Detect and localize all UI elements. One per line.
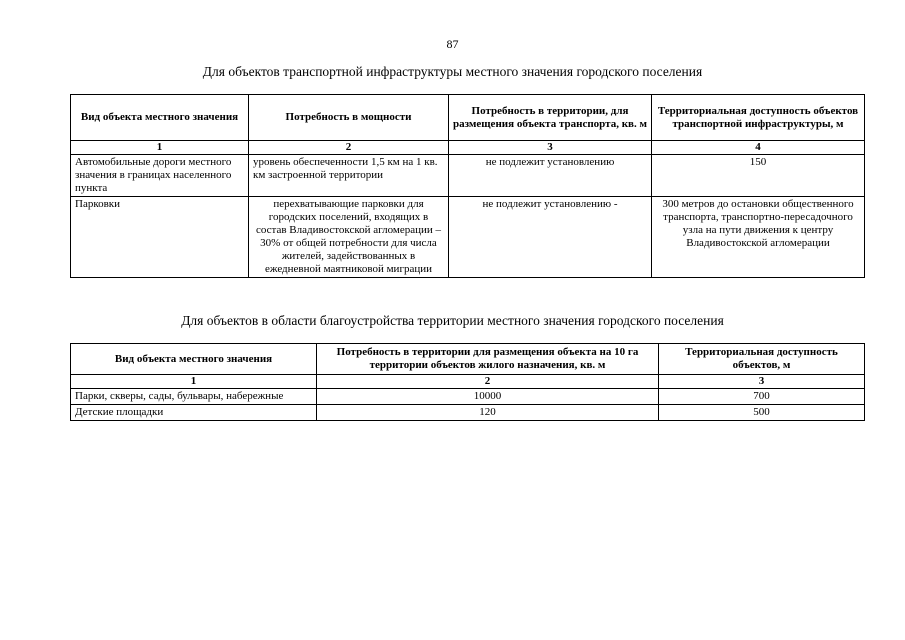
table-cell: 500 xyxy=(659,405,865,421)
table-row xyxy=(71,197,865,278)
column-number-row xyxy=(71,141,865,155)
table-header-row xyxy=(71,95,865,141)
column-number: 3 xyxy=(449,141,652,155)
table-cell: Детские площадки xyxy=(71,405,317,421)
table-row xyxy=(71,389,865,405)
column-header: Территориальная доступность объектов, м xyxy=(659,344,865,375)
column-header: Вид объекта местного значения xyxy=(71,344,317,375)
column-number: 4 xyxy=(652,141,865,155)
transport-infrastructure-table xyxy=(70,94,865,278)
table2-title: Для объектов в области благоустройства территории местного значения городского поселения xyxy=(181,313,724,328)
table-cell: 120 xyxy=(317,405,659,421)
column-header: Потребность в территории, для размещения объекта транспорта, кв. м xyxy=(449,95,652,141)
table-cell: 700 xyxy=(659,389,865,405)
table-cell: 150 xyxy=(652,155,865,197)
column-header: Потребность в территории для размещения объекта на 10 га территории объектов жилого назначения, кв. м xyxy=(317,344,659,375)
column-number: 1 xyxy=(71,375,317,389)
table-row xyxy=(71,155,865,197)
column-header: Территориальная доступность объектов транспортной инфраструктуры, м xyxy=(652,95,865,141)
table-row xyxy=(71,405,865,421)
landscaping-table xyxy=(70,343,865,421)
column-number: 2 xyxy=(249,141,449,155)
table-header-row xyxy=(71,344,865,375)
table-cell: Парки, скверы, сады, бульвары, набережные xyxy=(71,389,317,405)
table-cell: не подлежит установлению xyxy=(449,155,652,197)
column-number: 1 xyxy=(71,141,249,155)
page-number: 87 xyxy=(446,37,459,51)
column-number: 3 xyxy=(659,375,865,389)
table-cell: 10000 xyxy=(317,389,659,405)
table-cell: Парковки xyxy=(71,197,249,278)
table1-title: Для объектов транспортной инфраструктуры местного значения городского поселения xyxy=(202,64,703,79)
table-cell: 300 метров до остановки общественного транспорта, транспортно-пересадочного узла на пути движения к центру Владивостокской агломерации xyxy=(652,197,865,278)
table-cell: уровень обеспеченности 1,5 км на 1 кв. км застроенной территории xyxy=(249,155,449,197)
table-cell: не подлежит установлению - xyxy=(449,197,652,278)
table-cell: перехватывающие парковки для городских поселений, входящих в состав Владивостокской агломерации – 30% от общей потребности для числа жителей, задействованных в ежедневной маятниковой миграции xyxy=(249,197,449,278)
column-header: Вид объекта местного значения xyxy=(71,95,249,141)
column-number: 2 xyxy=(317,375,659,389)
column-number-row xyxy=(71,375,865,389)
table-cell: Автомобильные дороги местного значения в границах населенного пункта xyxy=(71,155,249,197)
column-header: Потребность в мощности xyxy=(249,95,449,141)
